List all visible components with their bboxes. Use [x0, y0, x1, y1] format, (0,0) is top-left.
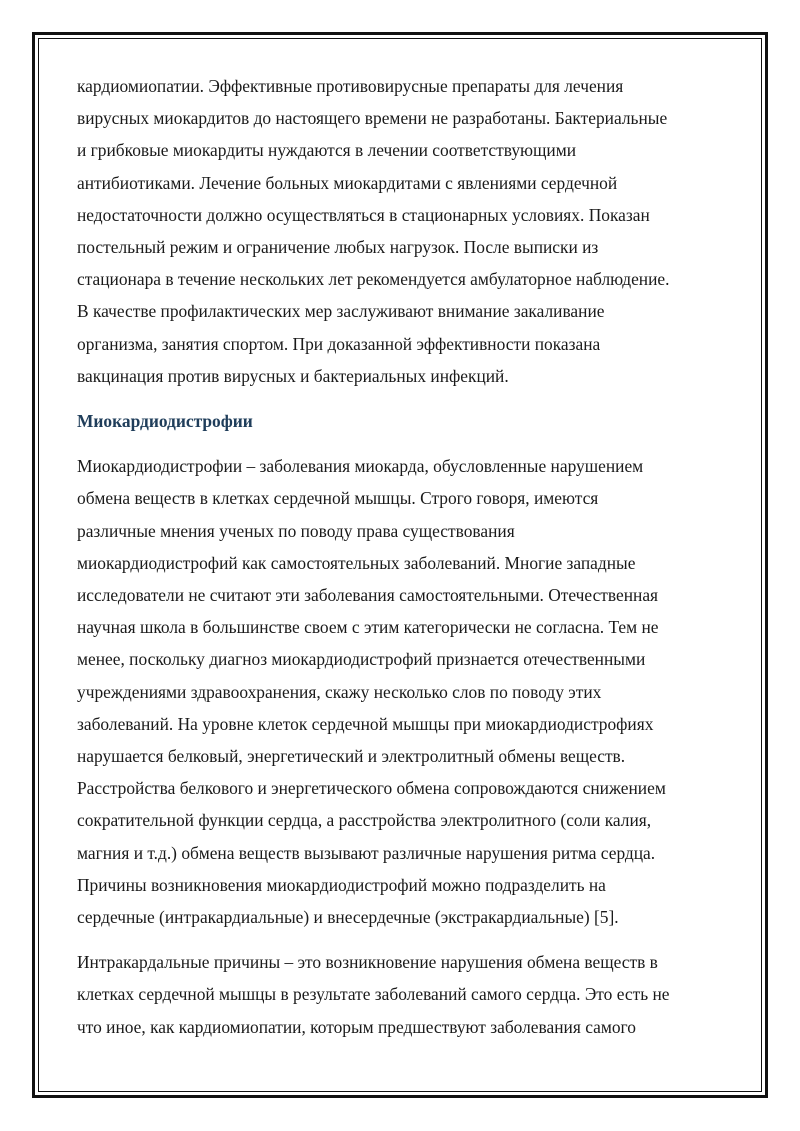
text-line: сократительной функции сердца, а расстройства электролитного (соли калия, [77, 810, 652, 831]
text-line: Причины возникновения миокардиодистрофий можно подразделить на [77, 874, 606, 895]
paragraph-intracardiac-causes [77, 946, 725, 1043]
text-line: обмена веществ в клетках сердечной мышцы. Строго говоря, имеются [77, 488, 599, 509]
paragraph-myocarditis-treatment [77, 70, 725, 392]
text-line: магния и т.д.) обмена веществ вызывают различные нарушения ритма сердца. [77, 842, 656, 863]
text-line: миокардиодистрофий как самостоятельных заболеваний. Многие западные [77, 552, 636, 573]
text-line: Миокардиодистрофии – заболевания миокарда, обусловленные нарушением [77, 456, 644, 477]
text-line: клетках сердечной мышцы в результате заболеваний самого сердца. Это есть не [77, 984, 670, 1005]
text-line: нарушается белковый, энергетический и электролитный обмены веществ. [77, 746, 626, 767]
text-line: что иное, как кардиомиопатии, которым предшествуют заболевания самого [77, 1016, 636, 1037]
text-line: В качестве профилактических мер заслуживают внимание закаливание [77, 301, 605, 322]
text-line: исследователи не считают эти заболевания самостоятельными. Отечественная [77, 585, 659, 606]
text-line: и грибковые миокардиты нуждаются в лечении соответствующими [77, 140, 577, 161]
text-line: Интракардальные причины – это возникновение нарушения обмена веществ в [77, 952, 658, 973]
text-line: кардиомиопатии. Эффективные противовирусные препараты для лечения [77, 76, 624, 96]
text-line: недостаточности должно осуществляться в стационарных условиях. Показан [77, 204, 650, 225]
text-line: учреждениями здравоохранения, скажу несколько слов по поводу этих [77, 681, 602, 702]
text-line: Расстройства белкового и энергетического обмена сопровождаются снижением [77, 778, 666, 799]
text-line: менее, поскольку диагноз миокардиодистрофий признается отечественными [77, 649, 646, 670]
section-heading: Миокардиодистрофии [77, 411, 253, 432]
text-line: антибиотиками. Лечение больных миокардитами с явлениями сердечной [77, 172, 618, 193]
text-line: вакцинация против вирусных и бактериальных инфекций. [77, 365, 509, 386]
text-line: научная школа в большинстве своем с этим категорически не согласна. Тем не [77, 617, 659, 638]
text-line: заболеваний. На уровне клеток сердечной мышцы при миокардиодистрофиях [77, 713, 654, 734]
text-line: постельный режим и ограничение любых нагрузок. После выписки из [77, 237, 599, 258]
paragraph-myocardial-dystrophy [77, 450, 725, 933]
text-line: вирусных миокардитов до настоящего времени не разработаны. Бактериальные [77, 108, 668, 129]
text-line: сердечные (интракардиальные) и внесердечные (экстракардиальные) [5]. [77, 907, 619, 928]
text-line: организма, занятия спортом. При доказанной эффективности показана [77, 333, 601, 354]
document-body [77, 70, 725, 1043]
text-line: различные мнения ученых по поводу права существования [77, 520, 515, 541]
text-line: стационара в течение нескольких лет рекомендуется амбулаторное наблюдение. [77, 269, 670, 290]
